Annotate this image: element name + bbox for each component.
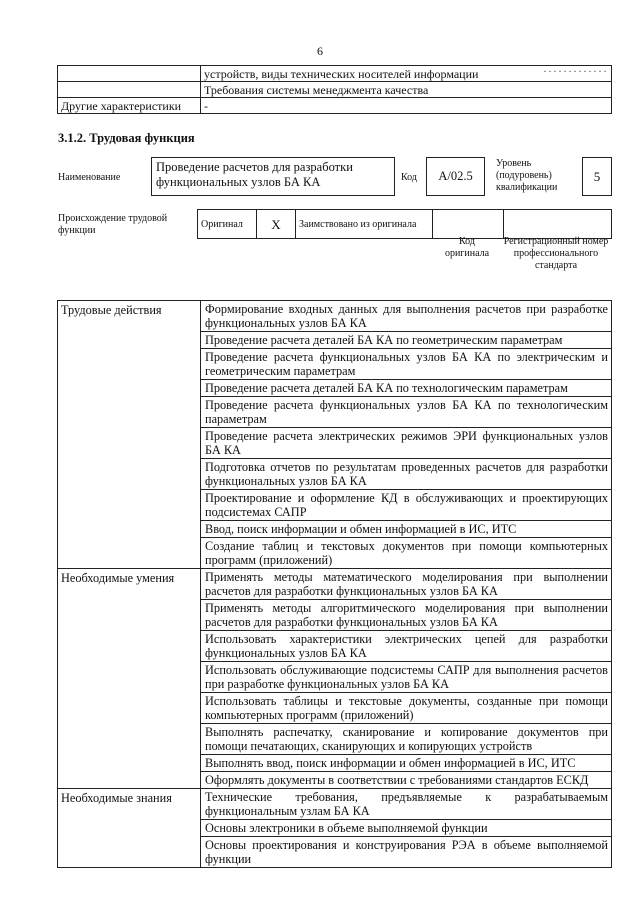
page-number: 6: [317, 44, 323, 58]
item-cell: Основы электроники в объеме выполняемой функции: [201, 820, 612, 837]
item-cell: Использовать таблицы и текстовые документы, созданные при помощи компьютерных программ (приложений): [201, 693, 612, 724]
item-cell: Технические требования, предъявляемые к разрабатываемым функциональным узлам БА КА: [201, 789, 612, 820]
row-value-text: устройств, виды технических носителей информации: [204, 67, 479, 81]
row-value: [201, 66, 612, 82]
item-cell: Ввод, поиск информации и обмен информацией в ИС, ИТС: [201, 521, 612, 538]
table-row: [58, 569, 612, 600]
original-label: Оригинал: [198, 210, 257, 239]
item-cell: Проведение расчета деталей БА КА по технологическим параметрам: [201, 380, 612, 397]
row-value: -: [201, 98, 612, 114]
table-row: [58, 66, 612, 82]
continuation-table: [57, 65, 612, 114]
item-cell: Подготовка отчетов по результатам проведенных расчетов для разработки функциональных узлов БА КА: [201, 459, 612, 490]
item-cell: Формирование входных данных для выполнения расчетов при разработке функциональных узлов БА КА: [201, 301, 612, 332]
origin-table: [197, 209, 612, 239]
code-box: А/02.5: [426, 157, 485, 196]
naming-label: Наименование: [58, 172, 121, 183]
row-label: [58, 82, 201, 98]
item-cell: Проведение расчета деталей БА КА по геометрическим параметрам: [201, 332, 612, 349]
origin-label: Происхождение трудовой функции: [58, 213, 168, 236]
original-mark: X: [257, 210, 296, 239]
item-cell: Выполнять распечатку, сканирование и копирование документов при помощи печатающих, сканирующих и копирующих устройств: [201, 724, 612, 755]
item-cell: Основы проектирования и конструирования РЭА в объеме выполняемой функции: [201, 837, 612, 868]
code-original-caption: Код оригинала: [444, 236, 490, 259]
table-row: [58, 98, 612, 114]
item-cell: Проектирование и оформление КД в обслуживающих и проектирующих подсистемах САПР: [201, 490, 612, 521]
category-cell: Необходимые знания: [58, 789, 201, 868]
item-cell: Использовать характеристики электрических цепей для разработки функциональных узлов БА КА: [201, 631, 612, 662]
table-row: [58, 82, 612, 98]
item-cell: Проведение расчета электрических режимов ЭРИ функциональных узлов БА КА: [201, 428, 612, 459]
section-title: 3.1.2. Трудовая функция: [58, 131, 195, 145]
item-cell: Создание таблиц и текстовых документов при помощи компьютерных программ (приложений): [201, 538, 612, 569]
item-cell: Применять методы математического моделирования при выполнении расчетов для разработки функциональных узлов БА КА: [201, 569, 612, 600]
borrowed-label: Заимствовано из оригинала: [296, 210, 433, 239]
function-details-table: [57, 300, 612, 868]
code-label: Код: [401, 172, 417, 183]
table-row: [58, 301, 612, 332]
function-name-box: Проведение расчетов для разработки функциональных узлов БА КА: [151, 157, 395, 196]
item-cell: Выполнять ввод, поиск информации и обмен информацией в ИС, ИТС: [201, 755, 612, 772]
item-cell: Проведение расчета функциональных узлов БА КА по электрическим и геометрическим параметрам: [201, 349, 612, 380]
item-cell: Использовать обслуживающие подсистемы САПР для выполнения расчетов при разработке функциональных узлов БА КА: [201, 662, 612, 693]
category-cell: Необходимые умения: [58, 569, 201, 789]
item-cell: Оформлять документы в соответствии с требованиями стандартов ЕСКД: [201, 772, 612, 789]
item-cell: Применять методы алгоритмического моделирования при выполнении расчетов для разработки функциональных узлов БА КА: [201, 600, 612, 631]
level-label: Уровень (подуровень) квалификации: [496, 158, 558, 193]
row-label: [58, 66, 201, 82]
table-row: [58, 789, 612, 820]
item-cell: Проведение расчета функциональных узлов БА КА по технологическим параметрам: [201, 397, 612, 428]
row-label: Другие характеристики: [58, 98, 201, 114]
row-value: Требования системы менеджмента качества: [201, 82, 612, 98]
code-original-cell: [433, 210, 504, 239]
level-box: 5: [582, 157, 612, 196]
category-cell: Трудовые действия: [58, 301, 201, 569]
reg-number-caption: Регистрационный номер профессионального стандарта: [503, 236, 609, 271]
reg-number-cell: [504, 210, 612, 239]
table-row: [198, 210, 612, 239]
scan-dots: ·············: [543, 64, 608, 78]
